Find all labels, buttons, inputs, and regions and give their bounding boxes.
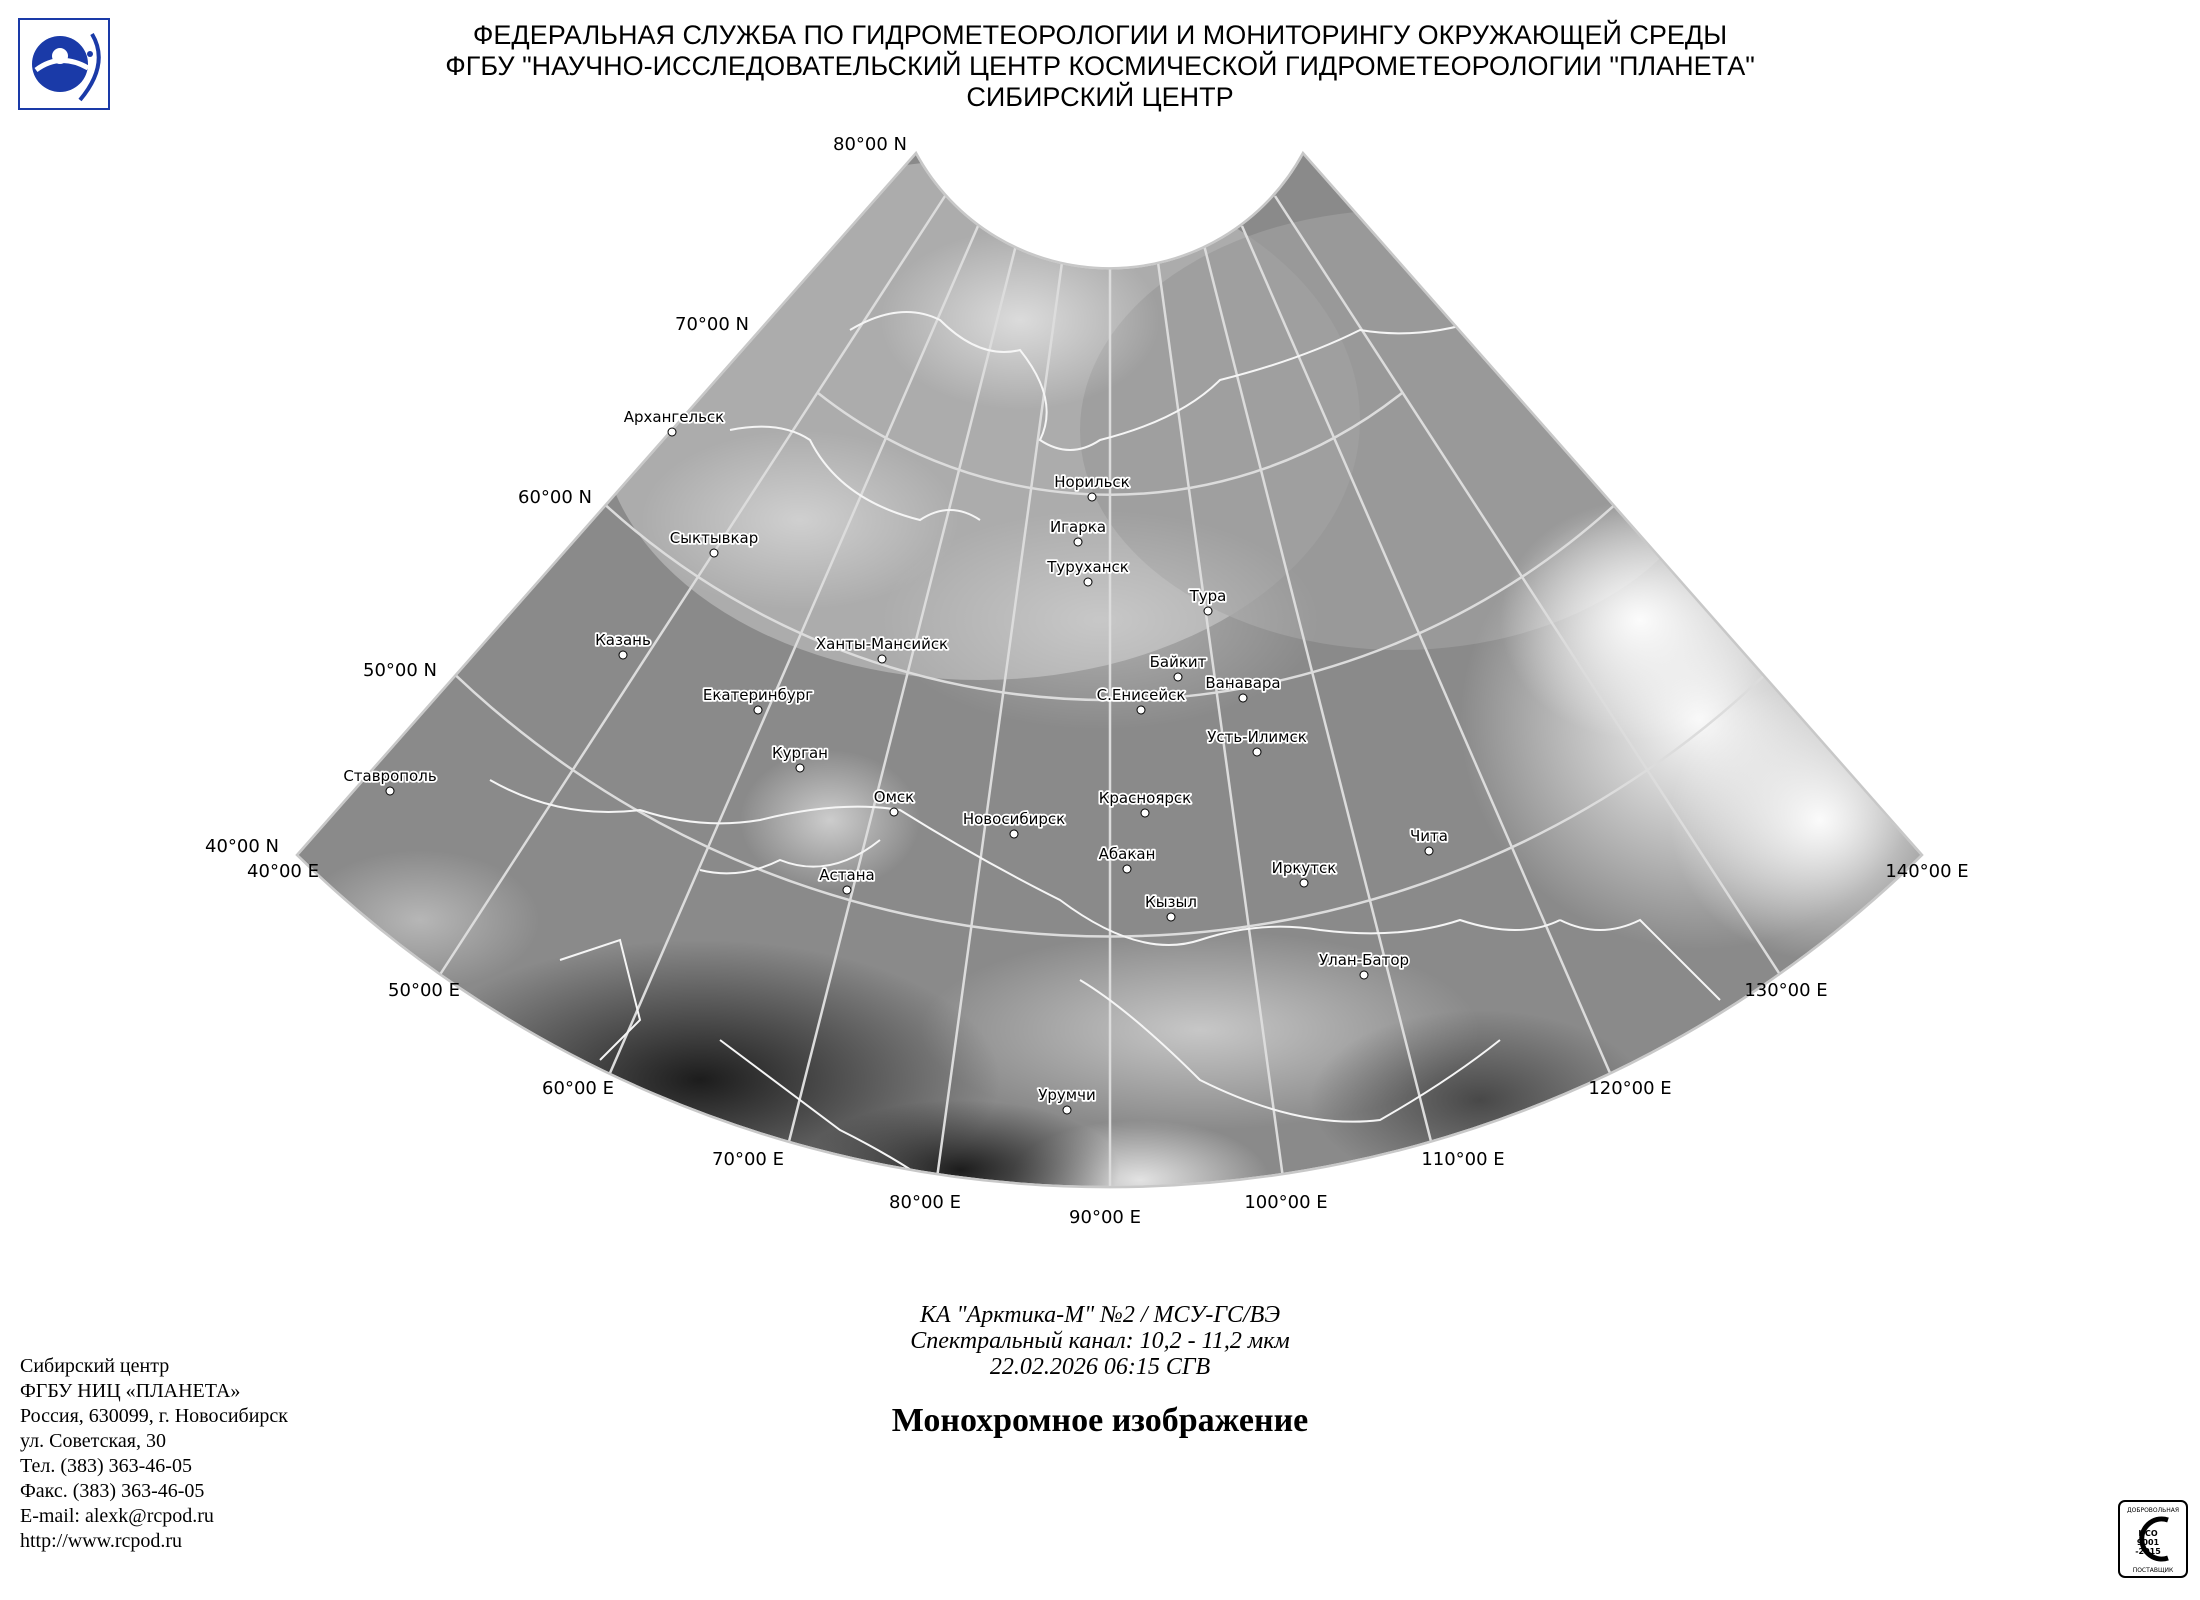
- website-link[interactable]: http://www.rcpod.ru: [20, 1530, 183, 1552]
- city-dot-kyzyl: [1167, 913, 1175, 921]
- city-dot-syktyvkar: [710, 549, 718, 557]
- city-label-irkutsk: Иркутск: [1271, 859, 1337, 877]
- phone-line: Тел. (383) 363-46-05: [20, 1455, 192, 1477]
- city-dot-khanty-mansiysk: [878, 655, 886, 663]
- lon-label-130: 130°00 E: [1744, 980, 1828, 1001]
- city-dot-baykit: [1174, 673, 1182, 681]
- lon-label-140: 140°00 E: [1885, 861, 1969, 882]
- city-label-baykit: Байкит: [1149, 653, 1207, 671]
- header-line-3: СИБИРСКИЙ ЦЕНТР: [966, 82, 1234, 112]
- city-dot-vanavara: [1239, 694, 1247, 702]
- city-label-kazan: Казань: [595, 631, 651, 649]
- city-dot-chita: [1425, 847, 1433, 855]
- badge-iso-year: -2015: [2135, 1547, 2161, 1556]
- badge-top-text: ДОБРОВОЛЬНАЯ: [2126, 1507, 2180, 1514]
- city-dot-turukhansk: [1084, 578, 1092, 586]
- image-title: Монохромное изображение: [891, 1402, 1309, 1439]
- caption-datetime: 22.02.2026 06:15 СГВ: [989, 1354, 1211, 1380]
- city-dot-kazan: [619, 651, 627, 659]
- city-label-vanavara: Ванавара: [1205, 674, 1281, 692]
- city-label-kurgan: Курган: [772, 744, 828, 762]
- header-line-1: ФЕДЕРАЛЬНАЯ СЛУЖБА ПО ГИДРОМЕТЕОРОЛОГИИ И МОНИТОРИНГУ ОКРУЖАЮЩЕЙ СРЕДЫ: [472, 20, 1728, 50]
- image-caption: [700, 1302, 1500, 1380]
- email-line: E-mail: alexk@rcpod.ru: [20, 1505, 214, 1527]
- city-dot-arkhangelsk: [668, 428, 676, 436]
- city-dot-s-eniseysk: [1137, 706, 1145, 714]
- fax-line: Факс. (383) 363-46-05: [20, 1480, 205, 1502]
- lat-label-40: 40°00 N: [205, 836, 279, 857]
- caption-channel: Спектральный канал: 10,2 - 11,2 мкм: [910, 1328, 1290, 1354]
- city-label-abakan: Абакан: [1098, 845, 1156, 863]
- city-dot-irkutsk: [1300, 879, 1308, 887]
- lon-label-120: 120°00 E: [1588, 1078, 1672, 1099]
- city-label-syktyvkar: Сыктывкар: [669, 529, 759, 547]
- city-label-khanty-mansiysk: Ханты-Мансийск: [815, 635, 949, 653]
- lon-label-90: 90°00 E: [1069, 1207, 1141, 1228]
- city-label-igarka: Игарка: [1049, 518, 1107, 536]
- city-dot-astana: [843, 886, 851, 894]
- city-dot-stavropol: [386, 787, 394, 795]
- city-label-ulan-bator: Улан-Батор: [1318, 951, 1410, 969]
- city-dot-omsk: [890, 808, 898, 816]
- city-dot-kurgan: [796, 764, 804, 772]
- badge-iso-number: 9001: [2136, 1538, 2160, 1547]
- city-label-ekaterinburg: Екатеринбург: [702, 686, 814, 704]
- lon-label-110: 110°00 E: [1421, 1149, 1505, 1170]
- city-dot-novosibirsk: [1010, 830, 1018, 838]
- city-label-norilsk: Норильск: [1054, 473, 1130, 491]
- address-line: ул. Советская, 30: [20, 1430, 166, 1452]
- city-label-stavropol: Ставрополь: [343, 767, 437, 785]
- city-label-s-eniseysk: С.Енисейск: [1096, 686, 1186, 704]
- city-dot-tura: [1204, 607, 1212, 615]
- city-dot-norilsk: [1088, 493, 1096, 501]
- city-dot-urumqi: [1063, 1106, 1071, 1114]
- lat-label-70: 70°00 N: [675, 314, 749, 335]
- city-label-arkhangelsk: Архангельск: [623, 408, 725, 426]
- city-dot-ekaterinburg: [754, 706, 762, 714]
- lon-label-60: 60°00 E: [542, 1078, 614, 1099]
- address-line: Россия, 630099, г. Новосибирск: [20, 1405, 289, 1427]
- city-dot-ulan-bator: [1360, 971, 1368, 979]
- city-dot-abakan: [1123, 865, 1131, 873]
- lat-label-60: 60°00 N: [518, 487, 592, 508]
- address-line: Сибирский центр: [20, 1355, 170, 1377]
- iso-certification-badge: [2118, 1500, 2188, 1578]
- city-label-turukhansk: Туруханск: [1047, 558, 1129, 576]
- city-label-tura: Тура: [1189, 587, 1227, 605]
- lat-label-50: 50°00 N: [363, 660, 437, 681]
- city-label-chita: Чита: [1410, 827, 1448, 845]
- lat-label-80: 80°00 N: [833, 134, 907, 155]
- city-dot-krasnoyarsk: [1141, 809, 1149, 817]
- address-line: ФГБУ НИЦ «ПЛАНЕТА»: [20, 1380, 241, 1402]
- caption-satellite: КА "Арктика-М" №2 / МСУ-ГС/ВЭ: [919, 1302, 1281, 1328]
- lon-label-70: 70°00 E: [712, 1149, 784, 1170]
- city-label-urumqi: Урумчи: [1038, 1086, 1096, 1104]
- contact-block: [20, 1354, 288, 1554]
- city-label-krasnoyarsk: Красноярск: [1098, 789, 1192, 807]
- city-dot-igarka: [1074, 538, 1082, 546]
- badge-bottom-text: ПОСТАВЩИК: [2132, 1567, 2174, 1574]
- lon-label-40: 40°00 E: [247, 861, 319, 882]
- badge-iso-label: ИСО: [2138, 1529, 2158, 1538]
- header-line-2: ФГБУ "НАУЧНО-ИССЛЕДОВАТЕЛЬСКИЙ ЦЕНТР КОСМИЧЕСКОЙ ГИДРОМЕТЕОРОЛОГИИ "ПЛАНЕТА": [445, 51, 1755, 81]
- city-dot-ust-ilimsk: [1253, 748, 1261, 756]
- city-label-omsk: Омск: [873, 788, 915, 806]
- lon-label-50: 50°00 E: [388, 980, 460, 1001]
- city-label-kyzyl: Кызыл: [1145, 893, 1197, 911]
- city-label-novosibirsk: Новосибирск: [962, 810, 1066, 828]
- city-label-ust-ilimsk: Усть-Илимск: [1207, 728, 1307, 746]
- lon-label-80: 80°00 E: [889, 1192, 961, 1213]
- city-label-astana: Астана: [819, 866, 875, 884]
- lon-label-100: 100°00 E: [1244, 1192, 1328, 1213]
